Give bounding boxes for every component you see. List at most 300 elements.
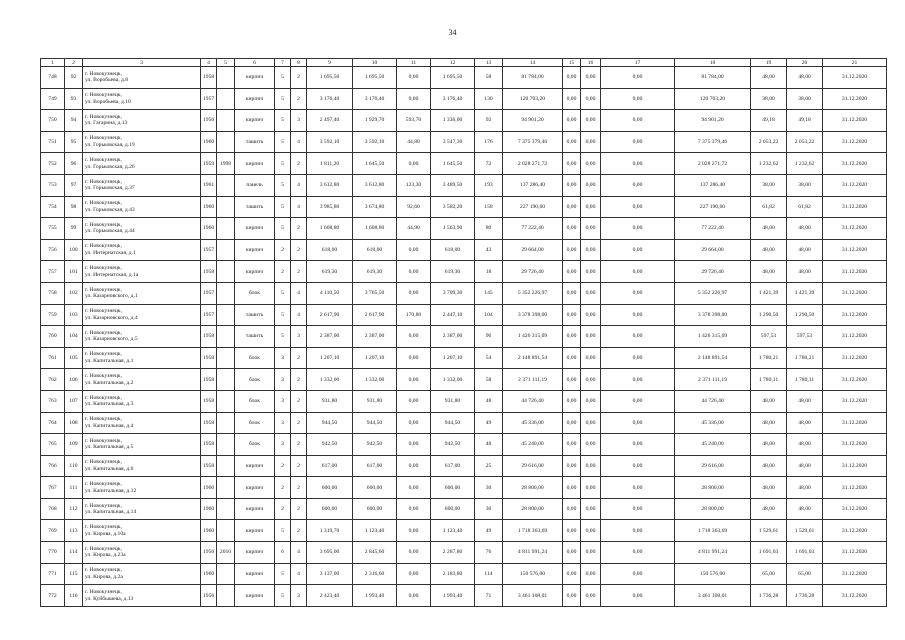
cell-col-18: 4 811 991,24 — [675, 542, 751, 564]
cell-col-9: 3 612,80 — [307, 174, 353, 196]
cell-col-2: 107 — [65, 390, 83, 412]
address-street: ул. Интернатская, д.1а — [85, 271, 139, 278]
cell-col-7: 5 — [275, 88, 291, 110]
table-row — [41, 239, 887, 261]
address-city: г. Новокузнецк, — [85, 70, 122, 77]
address-cell — [83, 153, 201, 175]
cell-col-6: кирпич — [235, 520, 275, 542]
cell-col-19: 597,53 — [751, 326, 787, 348]
cell-col-11: 0,00 — [397, 520, 431, 542]
cell-col-4: 1958 — [201, 261, 217, 283]
cell-col-7: 2 — [275, 498, 291, 520]
cell-col-18: 29 726,40 — [675, 261, 751, 283]
cell-col-12: 617,00 — [431, 455, 475, 477]
cell-col-7: 5 — [275, 520, 291, 542]
cell-col-9: 2 497,40 — [307, 110, 353, 132]
cell-col-18: 77 222,40 — [675, 218, 751, 240]
cell-col-11: 44,90 — [397, 218, 431, 240]
cell-col-13: 96 — [475, 326, 503, 348]
cell-col-11: 0,00 — [397, 542, 431, 564]
cell-col-21: 31.12.2020 — [823, 174, 887, 196]
cell-col-4: 1960 — [201, 563, 217, 585]
column-header-14: 14 — [503, 59, 563, 67]
cell-col-16: 0,00 — [581, 239, 601, 261]
cell-col-6: кирпич — [235, 563, 275, 585]
cell-col-11: 0,00 — [397, 153, 431, 175]
cell-col-19: 1 780,11 — [751, 369, 787, 391]
address-city: г. Новокузнецк, — [85, 373, 122, 380]
cell-col-19: 48,00 — [751, 67, 787, 89]
cell-col-10: 600,00 — [353, 477, 397, 499]
cell-col-6: кирпич — [235, 585, 275, 607]
cell-col-1: 758 — [41, 282, 65, 304]
cell-col-6: блок — [235, 347, 275, 369]
column-header-21: 21 — [823, 59, 887, 67]
cell-col-16: 0,00 — [581, 563, 601, 585]
cell-col-7: 2 — [275, 261, 291, 283]
cell-col-19: 1 736,28 — [751, 585, 787, 607]
cell-col-21: 31.12.2020 — [823, 563, 887, 585]
cell-col-7: 5 — [275, 563, 291, 585]
cell-col-11: 0,00 — [397, 326, 431, 348]
cell-col-19: 48,00 — [751, 261, 787, 283]
cell-col-13: 80 — [475, 218, 503, 240]
cell-col-13: 76 — [475, 542, 503, 564]
cell-col-16: 0,00 — [581, 520, 601, 542]
address-cell — [83, 110, 201, 132]
cell-col-1: 749 — [41, 88, 65, 110]
address-street: ул. Горьковская, д.19 — [85, 142, 135, 149]
cell-col-9: 942,50 — [307, 434, 353, 456]
cell-col-10: 2 316,60 — [353, 563, 397, 585]
address-street: ул. Куйбышева, д.13 — [85, 595, 134, 602]
cell-col-14: 28 800,00 — [503, 498, 563, 520]
address-cell — [83, 434, 201, 456]
cell-col-8: 2 — [291, 218, 307, 240]
cell-col-18: 120 703,20 — [675, 88, 751, 110]
cell-col-7: 3 — [275, 369, 291, 391]
table-row — [41, 585, 887, 607]
cell-col-8: 4 — [291, 282, 307, 304]
cell-col-17: 0,00 — [601, 390, 675, 412]
cell-col-11: 0,00 — [397, 390, 431, 412]
cell-col-18: 45 240,00 — [675, 434, 751, 456]
cell-col-13: 18 — [475, 261, 503, 283]
address-street: ул. Капитальная, д.14 — [85, 509, 137, 516]
cell-col-4: 1961 — [201, 174, 217, 196]
cell-col-14: 29 664,00 — [503, 239, 563, 261]
address-cell — [83, 585, 201, 607]
address-cell — [83, 261, 201, 283]
cell-col-14: 150 576,00 — [503, 563, 563, 585]
cell-col-1: 756 — [41, 239, 65, 261]
cell-col-18: 3 461 108,01 — [675, 585, 751, 607]
address-street: ул. Казарновского, д.5 — [85, 336, 138, 343]
cell-col-18: 44 726,40 — [675, 390, 751, 412]
cell-col-1: 766 — [41, 455, 65, 477]
cell-col-2: 102 — [65, 282, 83, 304]
cell-col-12: 619,30 — [431, 261, 475, 283]
cell-col-16: 0,00 — [581, 585, 601, 607]
cell-col-10: 1 929,70 — [353, 110, 397, 132]
cell-col-15: 0,00 — [563, 110, 581, 132]
cell-col-17: 0,00 — [601, 261, 675, 283]
cell-col-10: 1 123,40 — [353, 520, 397, 542]
cell-col-7: 5 — [275, 282, 291, 304]
cell-col-20: 48,00 — [787, 218, 823, 240]
cell-col-1: 755 — [41, 218, 65, 240]
cell-col-10: 3 674,80 — [353, 196, 397, 218]
cell-col-13: 158 — [475, 196, 503, 218]
cell-col-9: 4 110,50 — [307, 282, 353, 304]
cell-col-1: 767 — [41, 477, 65, 499]
table-row — [41, 477, 887, 499]
cell-col-21: 31.12.2020 — [823, 498, 887, 520]
address-city: г. Новокузнецк, — [85, 92, 122, 99]
address-cell — [83, 239, 201, 261]
cell-col-11: 0,00 — [397, 412, 431, 434]
cell-col-16: 0,00 — [581, 434, 601, 456]
cell-col-18: 94 901,20 — [675, 110, 751, 132]
cell-col-2: 96 — [65, 153, 83, 175]
cell-col-4: 1958 — [201, 67, 217, 89]
cell-col-1: 765 — [41, 434, 65, 456]
cell-col-10: 2 845,60 — [353, 542, 397, 564]
cell-col-10: 942,50 — [353, 434, 397, 456]
table-row — [41, 131, 887, 153]
column-header-17: 17 — [601, 59, 675, 67]
cell-col-6: кирпич — [235, 218, 275, 240]
cell-col-17: 0,00 — [601, 520, 675, 542]
column-header-18: 18 — [675, 59, 751, 67]
cell-col-19: 61,82 — [751, 196, 787, 218]
cell-col-16: 0,00 — [581, 282, 601, 304]
cell-col-18: 1 718 363,69 — [675, 520, 751, 542]
address-city: г. Новокузнецк, — [85, 416, 122, 423]
cell-col-2: 95 — [65, 131, 83, 153]
column-header-1: 1 — [41, 59, 65, 67]
cell-col-5 — [217, 498, 235, 520]
address-cell — [83, 563, 201, 585]
cell-col-5 — [217, 585, 235, 607]
cell-col-10: 1 207,10 — [353, 347, 397, 369]
cell-col-15: 0,00 — [563, 563, 581, 585]
cell-col-7: 6 — [275, 542, 291, 564]
cell-col-5 — [217, 390, 235, 412]
cell-col-16: 0,00 — [581, 261, 601, 283]
cell-col-11: 0,00 — [397, 563, 431, 585]
table-row — [41, 434, 887, 456]
cell-col-6: ташить — [235, 326, 275, 348]
cell-col-13: 49 — [475, 520, 503, 542]
cell-col-21: 31.12.2020 — [823, 390, 887, 412]
cell-col-18: 227 190,60 — [675, 196, 751, 218]
cell-col-21: 31.12.2020 — [823, 585, 887, 607]
cell-col-11: 123,30 — [397, 174, 431, 196]
cell-col-16: 0,00 — [581, 455, 601, 477]
cell-col-13: 104 — [475, 304, 503, 326]
cell-col-14: 44 726,40 — [503, 390, 563, 412]
cell-col-14: 1 426 315,09 — [503, 326, 563, 348]
table-row — [41, 153, 887, 175]
cell-col-14: 227 190,60 — [503, 196, 563, 218]
address-city: г. Новокузнецк, — [85, 286, 122, 293]
column-header-10: 10 — [353, 59, 397, 67]
cell-col-8: 4 — [291, 131, 307, 153]
cell-col-6: кирпич — [235, 88, 275, 110]
cell-col-5 — [217, 347, 235, 369]
cell-col-13: 48 — [475, 434, 503, 456]
cell-col-2: 92 — [65, 67, 83, 89]
cell-col-13: 30 — [475, 477, 503, 499]
cell-col-12: 1 645,50 — [431, 153, 475, 175]
cell-col-12: 1 993,40 — [431, 585, 475, 607]
cell-col-20: 48,00 — [787, 412, 823, 434]
table-row — [41, 218, 887, 240]
address-cell — [83, 174, 201, 196]
cell-col-1: 764 — [41, 412, 65, 434]
cell-col-16: 0,00 — [581, 498, 601, 520]
cell-col-8: 2 — [291, 88, 307, 110]
cell-col-20: 48,00 — [787, 239, 823, 261]
cell-col-15: 0,00 — [563, 239, 581, 261]
cell-col-19: 1 232,62 — [751, 153, 787, 175]
cell-col-5 — [217, 110, 235, 132]
cell-col-1: 769 — [41, 520, 65, 542]
address-street: ул. Капитальная, д.12 — [85, 487, 137, 494]
cell-col-1: 751 — [41, 131, 65, 153]
cell-col-5 — [217, 239, 235, 261]
cell-col-17: 0,00 — [601, 412, 675, 434]
cell-col-9: 2 423,40 — [307, 585, 353, 607]
address-street: ул. Горьковская, д.37 — [85, 185, 135, 192]
cell-col-1: 750 — [41, 110, 65, 132]
cell-col-2: 98 — [65, 196, 83, 218]
cell-col-19: 48,00 — [751, 218, 787, 240]
cell-col-19: 48,00 — [751, 434, 787, 456]
cell-col-13: 176 — [475, 131, 503, 153]
cell-col-9: 944,50 — [307, 412, 353, 434]
cell-col-7: 3 — [275, 347, 291, 369]
cell-col-12: 618,00 — [431, 239, 475, 261]
cell-col-21: 31.12.2020 — [823, 110, 887, 132]
cell-col-17: 0,00 — [601, 585, 675, 607]
cell-col-7: 3 — [275, 412, 291, 434]
cell-col-19: 48,00 — [751, 412, 787, 434]
cell-col-8: 4 — [291, 174, 307, 196]
cell-col-10: 617,00 — [353, 455, 397, 477]
cell-col-1: 771 — [41, 563, 65, 585]
cell-col-8: 3 — [291, 585, 307, 607]
cell-col-21: 31.12.2020 — [823, 347, 887, 369]
cell-col-20: 1 691,03 — [787, 542, 823, 564]
table-row — [41, 347, 887, 369]
cell-col-6: блок — [235, 434, 275, 456]
column-header-9: 9 — [307, 59, 353, 67]
cell-col-7: 5 — [275, 174, 291, 196]
cell-col-8: 2 — [291, 347, 307, 369]
address-street: ул. Воробьева, д.8 — [85, 77, 129, 84]
cell-col-6: кирпич — [235, 542, 275, 564]
cell-col-4: 1956 — [201, 585, 217, 607]
cell-col-11: 0,00 — [397, 455, 431, 477]
cell-col-15: 0,00 — [563, 326, 581, 348]
cell-col-19: 48,00 — [751, 390, 787, 412]
cell-col-5: 1998 — [217, 153, 235, 175]
cell-col-12: 1 695,50 — [431, 67, 475, 89]
cell-col-4: 1958 — [201, 347, 217, 369]
cell-col-17: 0,00 — [601, 563, 675, 585]
cell-col-17: 0,00 — [601, 153, 675, 175]
cell-col-19: 48,00 — [751, 477, 787, 499]
cell-col-9: 1 608,80 — [307, 218, 353, 240]
cell-col-10: 3 592,10 — [353, 131, 397, 153]
table-row — [41, 67, 887, 89]
cell-col-7: 5 — [275, 196, 291, 218]
table-row — [41, 455, 887, 477]
cell-col-16: 0,00 — [581, 131, 601, 153]
cell-col-9: 931,80 — [307, 390, 353, 412]
cell-col-6: кирпич — [235, 239, 275, 261]
address-street: ул. Гагарина, д.13 — [85, 120, 128, 127]
cell-col-18: 2 371 111,19 — [675, 369, 751, 391]
cell-col-5 — [217, 434, 235, 456]
cell-col-8: 2 — [291, 434, 307, 456]
table-row — [41, 369, 887, 391]
cell-col-15: 0,00 — [563, 153, 581, 175]
table-row — [41, 88, 887, 110]
cell-col-13: 114 — [475, 563, 503, 585]
cell-col-5: 2010 — [217, 542, 235, 564]
cell-col-13: 58 — [475, 67, 503, 89]
cell-col-13: 30 — [475, 498, 503, 520]
cell-col-11: 170,80 — [397, 304, 431, 326]
cell-col-2: 108 — [65, 412, 83, 434]
cell-col-5 — [217, 412, 235, 434]
cell-col-4: 1960 — [201, 477, 217, 499]
cell-col-14: 137 286,40 — [503, 174, 563, 196]
cell-col-14: 3 378 398,00 — [503, 304, 563, 326]
cell-col-13: 48 — [475, 390, 503, 412]
cell-col-5 — [217, 326, 235, 348]
cell-col-9: 1 695,50 — [307, 67, 353, 89]
cell-col-10: 944,50 — [353, 412, 397, 434]
cell-col-17: 0,00 — [601, 88, 675, 110]
cell-col-4: 1958 — [201, 326, 217, 348]
cell-col-4: 1956 — [201, 110, 217, 132]
cell-col-17: 0,00 — [601, 326, 675, 348]
cell-col-12: 3 489,50 — [431, 174, 475, 196]
address-city: г. Новокузнецк, — [85, 157, 122, 164]
cell-col-17: 0,00 — [601, 542, 675, 564]
cell-col-7: 5 — [275, 131, 291, 153]
cell-col-12: 2 447,10 — [431, 304, 475, 326]
cell-col-20: 49,18 — [787, 110, 823, 132]
cell-col-2: 93 — [65, 88, 83, 110]
cell-col-21: 31.12.2020 — [823, 153, 887, 175]
cell-col-21: 31.12.2020 — [823, 542, 887, 564]
cell-col-4: 1958 — [201, 390, 217, 412]
cell-col-9: 1 319,70 — [307, 520, 353, 542]
cell-col-13: 145 — [475, 282, 503, 304]
cell-col-20: 597,53 — [787, 326, 823, 348]
cell-col-14: 45 336,00 — [503, 412, 563, 434]
cell-col-4: 1958 — [201, 369, 217, 391]
cell-col-17: 0,00 — [601, 282, 675, 304]
cell-col-15: 0,00 — [563, 434, 581, 456]
cell-col-20: 1 290,50 — [787, 304, 823, 326]
cell-col-4: 1960 — [201, 196, 217, 218]
address-city: г. Новокузнецк, — [85, 308, 122, 315]
address-city: г. Новокузнецк, — [85, 221, 122, 228]
cell-col-17: 0,00 — [601, 174, 675, 196]
address-city: г. Новокузнецк, — [85, 178, 122, 185]
cell-col-14: 7 375 379,46 — [503, 131, 563, 153]
column-header-7: 7 — [275, 59, 291, 67]
cell-col-15: 0,00 — [563, 520, 581, 542]
cell-col-10: 619,30 — [353, 261, 397, 283]
cell-col-19: 48,00 — [751, 455, 787, 477]
cell-col-4: 1957 — [201, 304, 217, 326]
cell-col-5 — [217, 67, 235, 89]
address-cell — [83, 282, 201, 304]
cell-col-8: 2 — [291, 369, 307, 391]
address-city: г. Новокузнецк, — [85, 567, 122, 574]
cell-col-14: 29 726,40 — [503, 261, 563, 283]
cell-col-7: 3 — [275, 390, 291, 412]
cell-col-5 — [217, 131, 235, 153]
cell-col-2: 112 — [65, 498, 83, 520]
cell-col-7: 2 — [275, 239, 291, 261]
cell-col-17: 0,00 — [601, 347, 675, 369]
cell-col-17: 0,00 — [601, 498, 675, 520]
cell-col-6: кирпич — [235, 153, 275, 175]
cell-col-15: 0,00 — [563, 455, 581, 477]
address-city: г. Новокузнецк, — [85, 588, 122, 595]
address-cell — [83, 369, 201, 391]
cell-col-12: 1 336,00 — [431, 110, 475, 132]
cell-col-2: 111 — [65, 477, 83, 499]
cell-col-18: 28 800,00 — [675, 477, 751, 499]
cell-col-14: 29 616,00 — [503, 455, 563, 477]
cell-col-12: 942,50 — [431, 434, 475, 456]
cell-col-1: 754 — [41, 196, 65, 218]
cell-col-21: 31.12.2020 — [823, 434, 887, 456]
cell-col-12: 3 709,30 — [431, 282, 475, 304]
cell-col-2: 101 — [65, 261, 83, 283]
cell-col-9: 1 332,00 — [307, 369, 353, 391]
cell-col-9: 619,30 — [307, 261, 353, 283]
page-number: 34 — [448, 28, 457, 37]
cell-col-7: 5 — [275, 153, 291, 175]
address-city: г. Новокузнецк, — [85, 459, 122, 466]
cell-col-16: 0,00 — [581, 477, 601, 499]
address-city: г. Новокузнецк, — [85, 351, 122, 358]
cell-col-5 — [217, 196, 235, 218]
cell-col-12: 600,00 — [431, 477, 475, 499]
cell-col-17: 0,00 — [601, 67, 675, 89]
cell-col-11: 0,00 — [397, 67, 431, 89]
cell-col-19: 48,00 — [751, 498, 787, 520]
cell-col-6: ташить — [235, 196, 275, 218]
cell-col-2: 100 — [65, 239, 83, 261]
cell-col-21: 31.12.2020 — [823, 412, 887, 434]
cell-col-18: 29 664,00 — [675, 239, 751, 261]
cell-col-21: 31.12.2020 — [823, 261, 887, 283]
address-street: ул. Горьковская, д.44 — [85, 228, 135, 235]
column-number-row — [41, 59, 887, 67]
cell-col-1: 748 — [41, 67, 65, 89]
